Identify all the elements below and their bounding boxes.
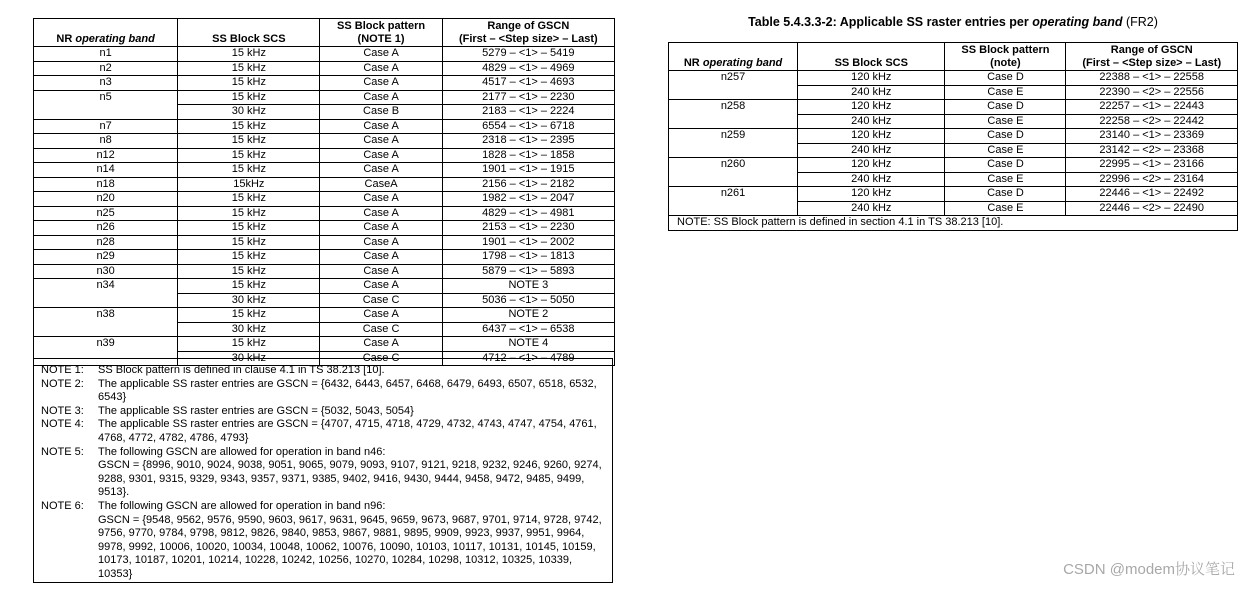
table-row bbox=[34, 279, 615, 294]
pattern-cell: Case A bbox=[320, 61, 442, 76]
scs-cell: 15 kHz bbox=[178, 279, 320, 294]
gscn-cell: 2153 – <1> – 2230 bbox=[442, 221, 614, 236]
scs-cell: 15 kHz bbox=[178, 192, 320, 207]
band-cell: n259 bbox=[669, 129, 798, 158]
pattern-cell: Case A bbox=[320, 76, 442, 91]
scs-cell: 15 kHz bbox=[178, 148, 320, 163]
note-text-line: GSCN = {8996, 9010, 9024, 9038, 9051, 9065, 9079, 9093, 9107, 9121, 9218, 9232, 9246, 9260, 9274, 9288, 9301, 9315, 9329, 9343, 9357, 9371, 9385, 9402, 9416, 9430, 9444, 9458, 9472, 9485, 9499, 9513}. bbox=[98, 459, 602, 499]
scs-cell: 30 kHz bbox=[178, 293, 320, 308]
note-label: NOTE 4: bbox=[41, 418, 84, 431]
pattern-cell: Case C bbox=[320, 322, 442, 337]
scs-cell: 15 kHz bbox=[178, 90, 320, 105]
pattern-cell: Case A bbox=[320, 337, 442, 352]
band-cell: n7 bbox=[34, 119, 178, 134]
pattern-cell: Case D bbox=[945, 100, 1066, 115]
scs-cell: 15 kHz bbox=[178, 206, 320, 221]
gscn-cell: 1982 – <1> – 2047 bbox=[442, 192, 614, 207]
table-row bbox=[34, 264, 615, 279]
band-cell: n38 bbox=[34, 308, 178, 337]
pattern-cell: Case E bbox=[945, 172, 1066, 187]
gscn-cell: 23140 – <1> – 23369 bbox=[1066, 129, 1238, 144]
pattern-cell: Case B bbox=[320, 105, 442, 120]
note-text-line: The applicable SS raster entries are GSCN = {5032, 5043, 5054} bbox=[98, 404, 414, 417]
pattern-cell: Case A bbox=[320, 119, 442, 134]
band-cell: n260 bbox=[669, 158, 798, 187]
table-row bbox=[34, 308, 615, 323]
scs-cell: 240 kHz bbox=[798, 143, 945, 158]
gscn-cell: 23142 – <2> – 23368 bbox=[1066, 143, 1238, 158]
band-cell: n257 bbox=[669, 71, 798, 100]
scs-cell: 240 kHz bbox=[798, 114, 945, 129]
pattern-cell: Case E bbox=[945, 143, 1066, 158]
note-item bbox=[41, 364, 606, 378]
band-cell: n14 bbox=[34, 163, 178, 178]
table-title: Table 5.4.3.3-2: Applicable SS raster entries per operating band (FR2) bbox=[748, 15, 1158, 29]
scs-cell: 15 kHz bbox=[178, 308, 320, 323]
gscn-cell: 6554 – <1> – 6718 bbox=[442, 119, 614, 134]
pattern-cell: Case D bbox=[945, 71, 1066, 86]
scs-cell: 240 kHz bbox=[798, 172, 945, 187]
note-label: NOTE 2: bbox=[41, 377, 84, 390]
gscn-cell: 22388 – <1> – 22558 bbox=[1066, 71, 1238, 86]
note-item bbox=[41, 418, 606, 445]
scs-cell: 30 kHz bbox=[178, 105, 320, 120]
pattern-cell: Case D bbox=[945, 158, 1066, 173]
header-pattern: SS Block pattern (NOTE 1) bbox=[320, 19, 442, 47]
gscn-cell: NOTE 4 bbox=[442, 337, 614, 352]
pattern-cell: Case A bbox=[320, 264, 442, 279]
pattern-cell: Case A bbox=[320, 192, 442, 207]
gscn-cell: 5279 – <1> – 5419 bbox=[442, 47, 614, 62]
scs-cell: 120 kHz bbox=[798, 158, 945, 173]
scs-cell: 240 kHz bbox=[798, 85, 945, 100]
note-item bbox=[41, 446, 606, 500]
gscn-cell: 5879 – <1> – 5893 bbox=[442, 264, 614, 279]
band-cell: n20 bbox=[34, 192, 178, 207]
table-row bbox=[34, 337, 615, 352]
scs-cell: 120 kHz bbox=[798, 187, 945, 202]
fr1-ss-raster-table bbox=[33, 18, 615, 366]
header-pattern: SS Block pattern (note) bbox=[945, 43, 1066, 71]
gscn-cell: 2156 – <1> – 2182 bbox=[442, 177, 614, 192]
header-scs: SS Block SCS bbox=[798, 43, 945, 71]
table-row bbox=[669, 158, 1238, 173]
gscn-cell: 22446 – <2> – 22490 bbox=[1066, 201, 1238, 216]
scs-cell: 120 kHz bbox=[798, 129, 945, 144]
gscn-cell: 22995 – <1> – 23166 bbox=[1066, 158, 1238, 173]
pattern-cell: Case A bbox=[320, 163, 442, 178]
pattern-cell: Case C bbox=[320, 293, 442, 308]
scs-cell: 30 kHz bbox=[178, 322, 320, 337]
pattern-cell: Case A bbox=[320, 90, 442, 105]
pattern-cell: Case A bbox=[320, 221, 442, 236]
pattern-cell: Case A bbox=[320, 206, 442, 221]
gscn-cell: NOTE 3 bbox=[442, 279, 614, 294]
gscn-cell: 4829 – <1> – 4981 bbox=[442, 206, 614, 221]
gscn-cell: 22258 – <2> – 22442 bbox=[1066, 114, 1238, 129]
scs-cell: 30 kHz bbox=[178, 351, 320, 366]
table-row bbox=[34, 163, 615, 178]
fr1-notes-box bbox=[33, 358, 613, 583]
band-cell: n261 bbox=[669, 187, 798, 216]
table-row bbox=[34, 206, 615, 221]
table-note: NOTE: SS Block pattern is defined in section 4.1 in TS 38.213 [10]. bbox=[669, 216, 1238, 231]
pattern-cell: Case D bbox=[945, 129, 1066, 144]
gscn-cell: 2183 – <1> – 2224 bbox=[442, 105, 614, 120]
gscn-cell: 4712 – <1> – 4789 bbox=[442, 351, 614, 366]
note-label: NOTE 1: bbox=[41, 364, 84, 376]
note-item bbox=[41, 378, 606, 405]
gscn-cell: 22446 – <1> – 22492 bbox=[1066, 187, 1238, 202]
gscn-cell: 1828 – <1> – 1858 bbox=[442, 148, 614, 163]
scs-cell: 15 kHz bbox=[178, 250, 320, 265]
table-row bbox=[669, 187, 1238, 202]
note-text-line: GSCN = {9548, 9562, 9576, 9590, 9603, 9617, 9631, 9645, 9659, 9673, 9687, 9701, 9714, 9728, 9742, 9756, 9770, 9784, 9798, 9812, 9826, 9840, 9853, 9867, 9881, 9895, 9909, 9923, 9937, 9951, 9964, 9978, 9992, 10006, 10020, 10034, 10048, 10062, 10076, 10090, 10103, 10117, 10131, 10145, 10159, 10173, 10187, 10201, 10214, 10228, 10242, 10256, 10270, 10284, 10298, 10312, 10325, 10339, 10353} bbox=[98, 513, 602, 580]
table-row bbox=[34, 76, 615, 91]
note-text bbox=[98, 418, 606, 445]
scs-cell: 15 kHz bbox=[178, 235, 320, 250]
note-text bbox=[98, 378, 606, 405]
gscn-cell: 2177 – <1> – 2230 bbox=[442, 90, 614, 105]
band-cell: n12 bbox=[34, 148, 178, 163]
table-row bbox=[34, 221, 615, 236]
scs-cell: 15 kHz bbox=[178, 61, 320, 76]
gscn-cell: 22257 – <1> – 22443 bbox=[1066, 100, 1238, 115]
gscn-cell: 4829 – <1> – 4969 bbox=[442, 61, 614, 76]
note-item bbox=[41, 405, 606, 419]
scs-cell: 120 kHz bbox=[798, 71, 945, 86]
note-text-line: The applicable SS raster entries are GSCN = {4707, 4715, 4718, 4729, 4732, 4743, 4747, 4754, 4761, 4768, 4772, 4782, 4786, 4793} bbox=[98, 418, 597, 444]
table-row bbox=[34, 119, 615, 134]
gscn-cell: 5036 – <1> – 5050 bbox=[442, 293, 614, 308]
fr2-table-block bbox=[668, 14, 1238, 231]
gscn-cell: 6437 – <1> – 6538 bbox=[442, 322, 614, 337]
gscn-cell: 1901 – <1> – 2002 bbox=[442, 235, 614, 250]
header-scs: SS Block SCS bbox=[178, 19, 320, 47]
header-band: NR operating band bbox=[34, 19, 178, 47]
note-label: NOTE 3: bbox=[41, 404, 84, 417]
table-row bbox=[34, 134, 615, 149]
scs-cell: 120 kHz bbox=[798, 100, 945, 115]
pattern-cell: CaseA bbox=[320, 177, 442, 192]
scs-cell: 15kHz bbox=[178, 177, 320, 192]
pattern-cell: Case A bbox=[320, 308, 442, 323]
fr1-table-viewport bbox=[33, 18, 617, 364]
table-row bbox=[34, 177, 615, 192]
note-label: NOTE 6: bbox=[41, 499, 84, 512]
band-cell: n258 bbox=[669, 100, 798, 129]
band-cell: n30 bbox=[34, 264, 178, 279]
scs-cell: 15 kHz bbox=[178, 119, 320, 134]
note-item bbox=[41, 500, 606, 582]
note-text bbox=[98, 405, 606, 419]
header-band: NR operating band bbox=[669, 43, 798, 71]
pattern-cell: Case E bbox=[945, 201, 1066, 216]
scs-cell: 15 kHz bbox=[178, 134, 320, 149]
table-row bbox=[669, 71, 1238, 86]
fr2-table-body bbox=[669, 71, 1238, 216]
pattern-cell: Case E bbox=[945, 114, 1066, 129]
gscn-cell: 4517 – <1> – 4693 bbox=[442, 76, 614, 91]
table-row bbox=[34, 250, 615, 265]
band-cell: n8 bbox=[34, 134, 178, 149]
gscn-cell: 22996 – <2> – 23164 bbox=[1066, 172, 1238, 187]
note-label: NOTE 5: bbox=[41, 445, 84, 458]
table-row bbox=[34, 235, 615, 250]
band-cell: n34 bbox=[34, 279, 178, 308]
pattern-cell: Case A bbox=[320, 235, 442, 250]
scs-cell: 15 kHz bbox=[178, 47, 320, 62]
scs-cell: 15 kHz bbox=[178, 76, 320, 91]
note-text-line: The applicable SS raster entries are GSCN = {6432, 6443, 6457, 6468, 6479, 6493, 6507, 6518, 6532, 6543} bbox=[98, 377, 597, 404]
band-cell: n2 bbox=[34, 61, 178, 76]
gscn-cell: 1798 – <1> – 1813 bbox=[442, 250, 614, 265]
note-text-line: The following GSCN are allowed for operation in band n46: bbox=[98, 445, 386, 458]
band-cell: n29 bbox=[34, 250, 178, 265]
band-cell: n28 bbox=[34, 235, 178, 250]
fr1-table-body bbox=[34, 47, 615, 366]
pattern-cell: Case A bbox=[320, 148, 442, 163]
scs-cell: 15 kHz bbox=[178, 337, 320, 352]
pattern-cell: Case D bbox=[945, 187, 1066, 202]
band-cell: n5 bbox=[34, 90, 178, 119]
band-cell: n25 bbox=[34, 206, 178, 221]
scs-cell: 15 kHz bbox=[178, 264, 320, 279]
gscn-cell: 22390 – <2> – 22556 bbox=[1066, 85, 1238, 100]
pattern-cell: Case A bbox=[320, 250, 442, 265]
fr2-ss-raster-table bbox=[668, 42, 1238, 231]
note-text bbox=[98, 364, 606, 378]
scs-cell: 15 kHz bbox=[178, 163, 320, 178]
band-cell: n3 bbox=[34, 76, 178, 91]
pattern-cell: Case E bbox=[945, 85, 1066, 100]
note-text bbox=[98, 500, 606, 582]
table-note-row bbox=[669, 216, 1238, 231]
gscn-cell: 1901 – <1> – 1915 bbox=[442, 163, 614, 178]
pattern-cell: Case A bbox=[320, 279, 442, 294]
table-row bbox=[34, 47, 615, 62]
note-text-line: SS Block pattern is defined in clause 4.1 in TS 38.213 [10]. bbox=[98, 364, 385, 376]
pattern-cell: Case A bbox=[320, 47, 442, 62]
pattern-cell: Case C bbox=[320, 351, 442, 366]
scs-cell: 15 kHz bbox=[178, 221, 320, 236]
gscn-cell: 2318 – <1> – 2395 bbox=[442, 134, 614, 149]
watermark: CSDN @modem协议笔记 bbox=[1063, 561, 1235, 578]
table-row bbox=[34, 61, 615, 76]
table-header-row bbox=[669, 43, 1238, 71]
scs-cell: 240 kHz bbox=[798, 201, 945, 216]
table-row bbox=[34, 90, 615, 105]
table-row bbox=[34, 192, 615, 207]
band-cell: n26 bbox=[34, 221, 178, 236]
band-cell: n18 bbox=[34, 177, 178, 192]
band-cell: n39 bbox=[34, 337, 178, 366]
note-text-line: The following GSCN are allowed for operation in band n96: bbox=[98, 499, 386, 512]
header-gscn: Range of GSCN (First – <Step size> – Last) bbox=[1066, 43, 1238, 71]
table-row bbox=[34, 148, 615, 163]
table-row bbox=[669, 100, 1238, 115]
band-cell: n1 bbox=[34, 47, 178, 62]
header-gscn: Range of GSCN (First – <Step size> – Last) bbox=[442, 19, 614, 47]
pattern-cell: Case A bbox=[320, 134, 442, 149]
gscn-cell: NOTE 2 bbox=[442, 308, 614, 323]
note-text bbox=[98, 446, 606, 500]
table-header-row bbox=[34, 19, 615, 47]
table-row bbox=[669, 129, 1238, 144]
